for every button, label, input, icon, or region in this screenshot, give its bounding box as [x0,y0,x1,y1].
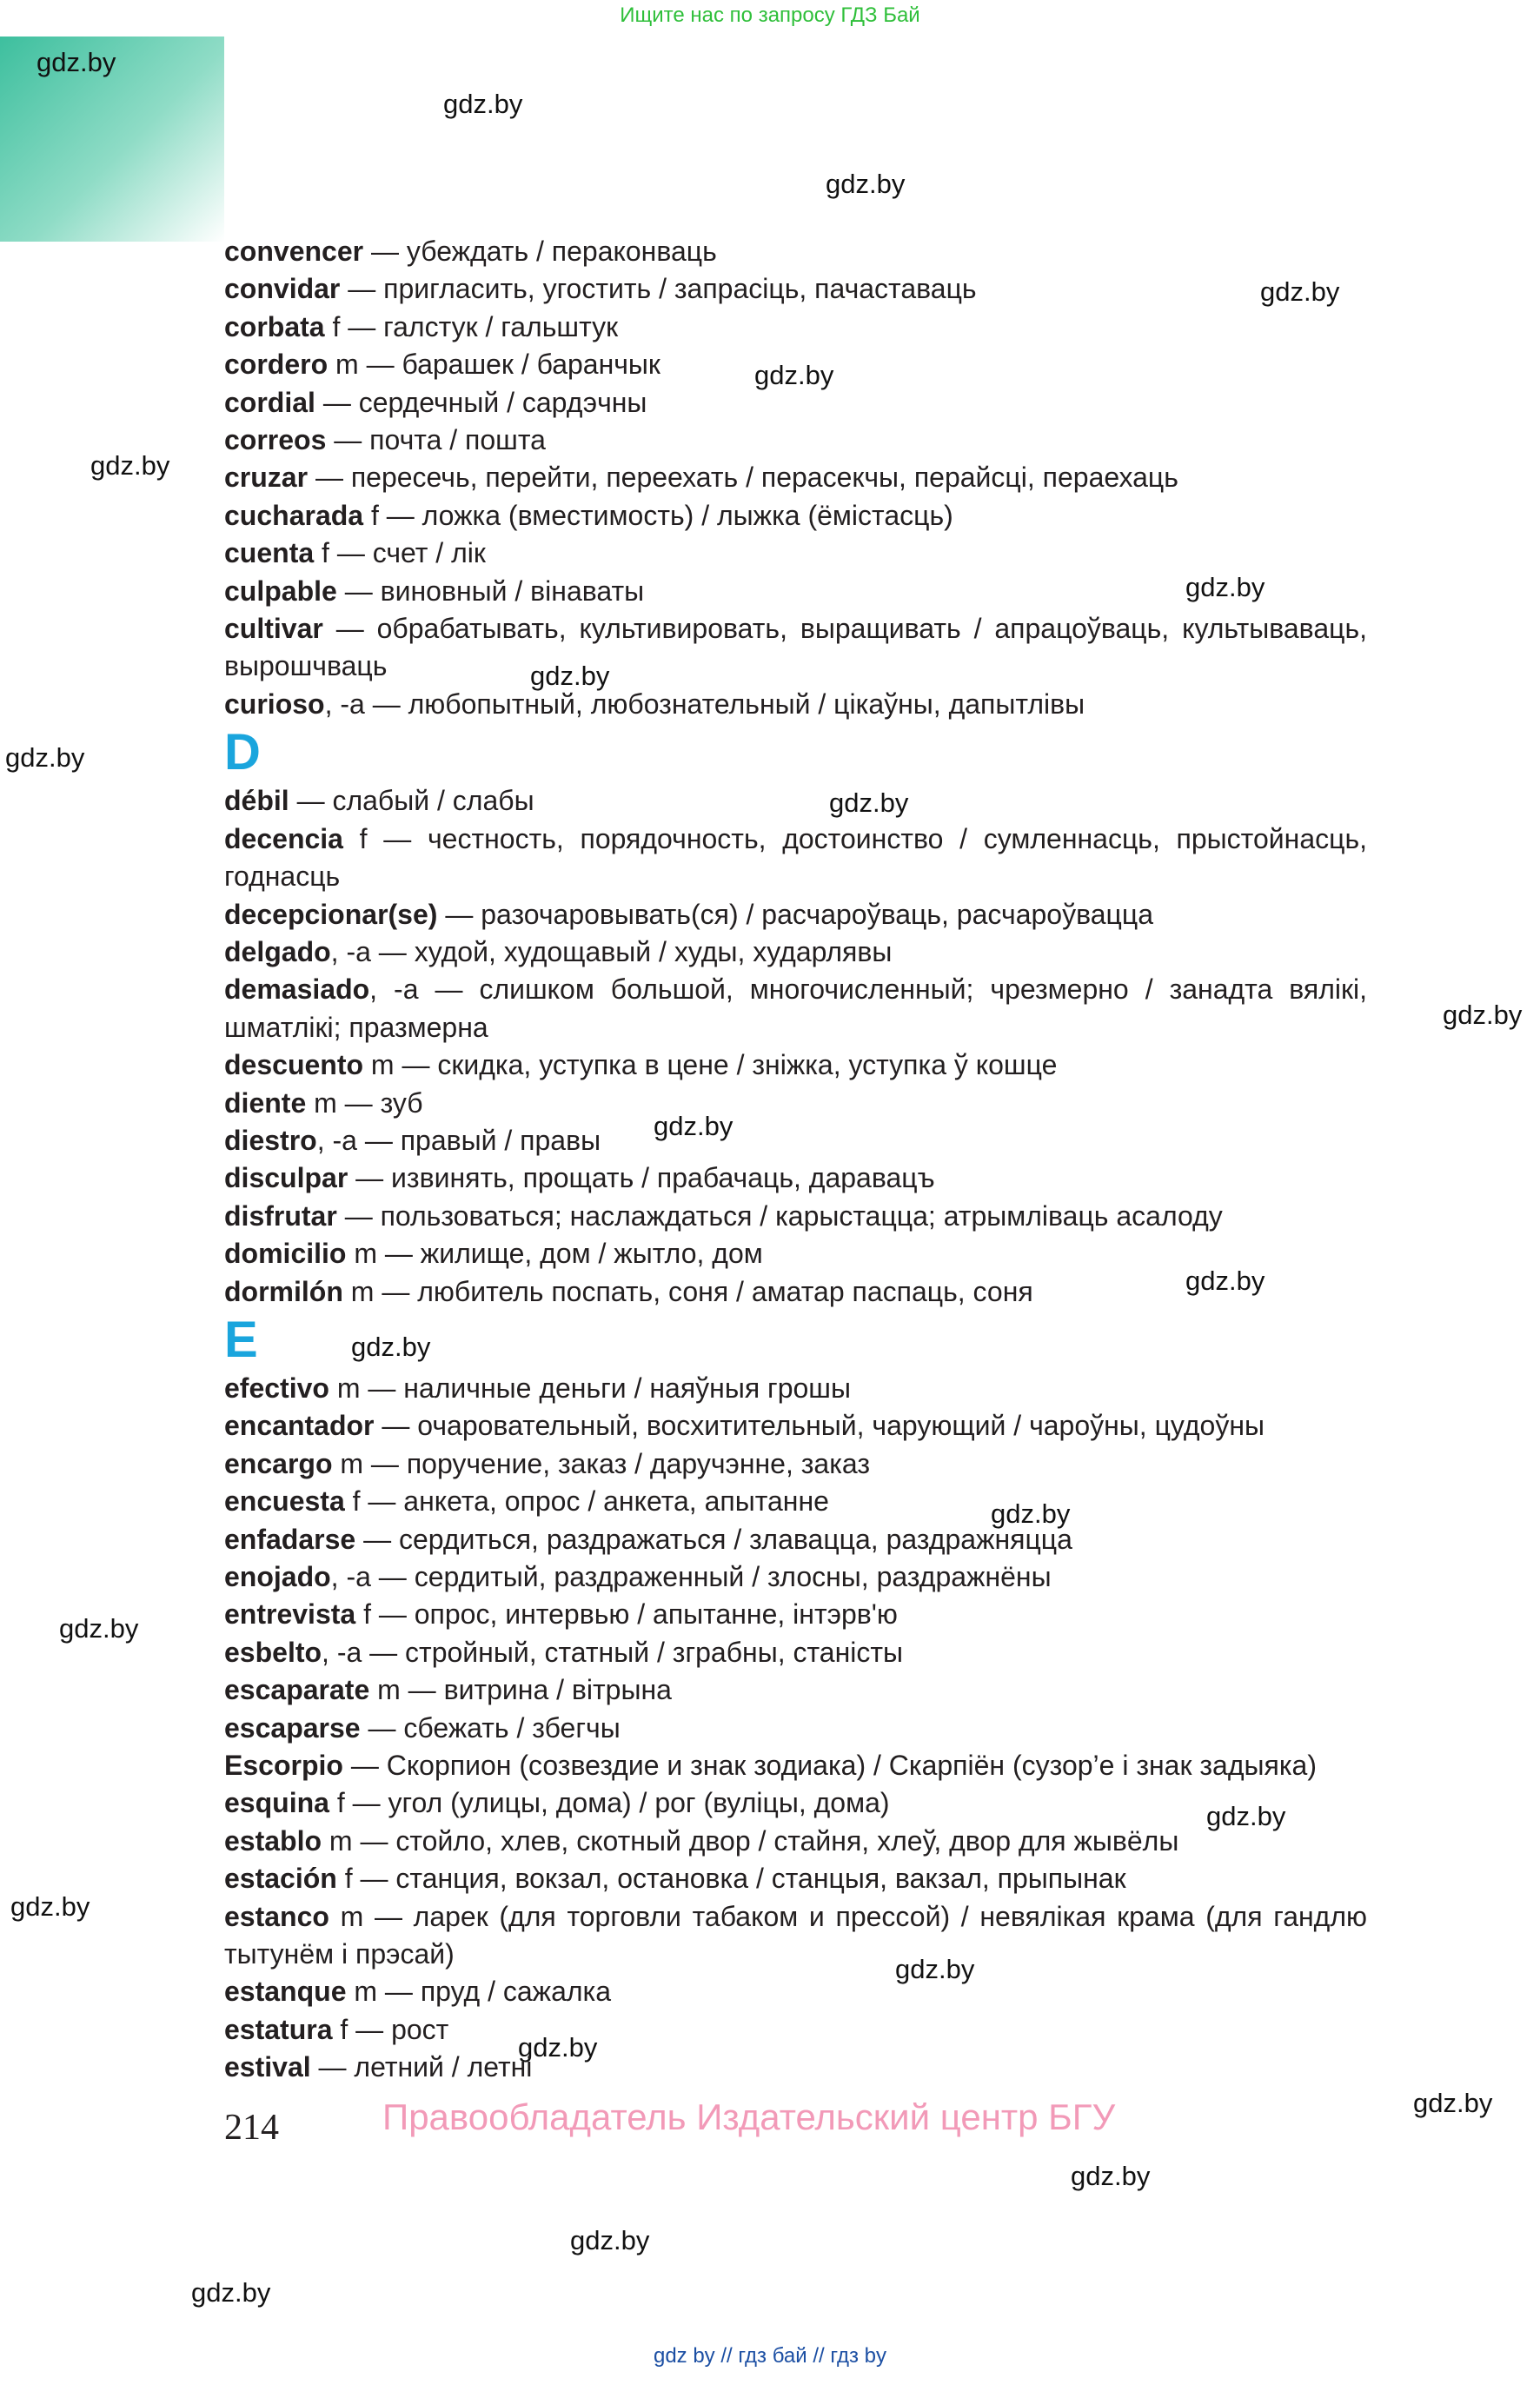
entry-translation: m — наличные деньги / наяўныя грошы [329,1372,851,1404]
entry-headword: débil [224,785,289,817]
dictionary-entry [224,1370,1367,1407]
page-number: 214 [224,2108,279,2148]
dictionary-entry [224,1558,1367,1596]
entry-translation: f — рост [332,2013,449,2045]
watermark: gdz.by [518,2032,598,2063]
entry-headword: cucharada [224,499,364,531]
entry-headword: diestro [224,1124,317,1156]
watermark: gdz.by [1413,2088,1493,2118]
dictionary-entry [224,1860,1367,1897]
dictionary-entry [224,971,1367,1046]
dictionary-entry [224,2011,1367,2049]
entry-headword: correos [224,424,327,456]
watermark: gdz.by [570,2225,650,2255]
entry-headword: convidar [224,273,341,305]
dictionary-entry [224,933,1367,971]
dictionary-entry [224,497,1367,535]
entry-headword: entrevista [224,1598,356,1631]
dictionary-entry [224,820,1367,896]
dictionary-entry [224,1445,1367,1483]
entry-headword: domicilio [224,1238,347,1270]
entry-headword: establo [224,1824,322,1857]
entry-translation: — сбежать / збегчы [360,1711,621,1744]
entry-translation: — Скорпион (созвездие и знак зодиака) / Скарпіён (сузор’е і знак задыяка) [342,1750,1317,1782]
entry-headword: estatura [224,2013,333,2045]
entry-translation: , -a — слишком большой, многочисленный; чрезмерно / занадта вялікі, шматлікі; празмерна [224,973,1367,1043]
entry-translation: — пересечь, перейти, переехать / перасекчы, перайсці, пераехаць [308,462,1178,494]
watermark: gdz.by [5,742,85,773]
entry-headword: estación [224,1863,337,1895]
entry-headword: enfadarse [224,1523,356,1555]
entry-headword: corbata [224,310,325,342]
watermark: gdz.by [826,169,906,199]
entry-translation: f — ложка (вместимость) / лыжка (ёмістасць) [363,499,953,531]
watermark: gdz.by [1185,1266,1265,1296]
entry-headword: cordial [224,386,315,418]
entry-headword: curioso [224,688,325,720]
entry-translation: m — скидка, уступка в цене / зніжка, уступка ў кошце [363,1049,1058,1081]
entry-translation: — обрабатывать, культивировать, выращивать / апрацоўваць, культываваць, вырошчваць [224,613,1367,682]
entry-headword: disfrutar [224,1199,337,1232]
entry-translation: f — счет / лік [314,537,486,569]
entry-group-e [224,1370,1367,2087]
dictionary-entry [224,1198,1367,1235]
entry-translation: f — честность, порядочность, достоинство / сумленнасць, прыстойнасць, годнасць [224,822,1367,893]
entry-translation: f — станция, вокзал, остановка / станцыя, вакзал, прыпынак [336,1863,1126,1895]
entry-headword: cruzar [224,462,309,494]
dictionary-entry [224,1085,1367,1122]
footer-links[interactable]: gdz by // гдз бай // гдз by [653,2344,887,2368]
entry-translation: , -a — правый / правы [316,1124,601,1156]
dictionary-entry [224,309,1367,346]
dictionary-entry [224,1046,1367,1084]
dictionary-entry [224,1596,1367,1633]
entry-headword: dormilón [224,1275,343,1307]
entry-headword: encantador [224,1410,375,1442]
dictionary-entry [224,782,1367,820]
entry-translation: — летний / летні [310,2051,533,2083]
dictionary-entry [224,1483,1367,1520]
entry-headword: efectivo [224,1372,329,1404]
entry-headword: diente [224,1086,307,1119]
dictionary-entry [224,610,1367,686]
entry-translation: m — барашек / баранчык [328,349,660,381]
entry-translation: m — пруд / сажалка [346,1976,612,2008]
dictionary-entry [224,422,1367,459]
entry-translation: — пригласить, угостить / запрасіць, пачаставаць [340,273,977,305]
watermark: gdz.by [37,47,116,77]
dictionary-entry [224,384,1367,422]
watermark: gdz.by [1071,2161,1151,2191]
entry-translation: f — анкета, опрос / анкета, апытанне [344,1485,829,1518]
entry-translation: — очаровательный, восхитительный, чарующий / чароўны, цудоўны [374,1410,1265,1442]
entry-headword: disculpar [224,1162,348,1194]
entry-translation: — пользоваться; наслаждаться / карыстацца; атрымліваць асалоду [336,1199,1223,1232]
entry-headword: esbelto [224,1636,322,1668]
dictionary-entry [224,2049,1367,2086]
entry-translation: — сердиться, раздражаться / злавацца, раздражняцца [355,1523,1072,1555]
watermark: gdz.by [1206,1801,1286,1831]
watermark: gdz.by [1260,276,1340,307]
dictionary-entry [224,346,1367,383]
dictionary-entry [224,573,1367,610]
watermark: gdz.by [654,1111,733,1141]
entry-headword: cuenta [224,537,315,569]
dictionary-entry [224,233,1367,270]
entry-headword: esquina [224,1787,329,1819]
watermark: gdz.by [530,661,610,691]
entry-headword: enojado [224,1561,331,1592]
watermark: gdz.by [829,787,909,818]
entry-headword: descuento [224,1049,364,1081]
watermark: gdz.by [1443,1000,1523,1030]
letter-heading-e: E [224,1311,258,1368]
entry-headword: convencer [224,236,364,267]
dictionary-entry [224,1634,1367,1671]
entry-translation: m — жилище, дом / жытло, дом [346,1238,763,1270]
dictionary-entry [224,1747,1367,1784]
entry-translation: , -a — любопытный, любознательный / цікаўны, дапытлівы [324,688,1085,720]
entry-headword: demasiado [224,973,370,1006]
entry-headword: encuesta [224,1485,345,1518]
watermark: gdz.by [10,1891,90,1922]
dictionary-entry [224,1521,1367,1558]
entry-translation: — почта / пошта [326,424,546,456]
dictionary-entry [224,1235,1367,1272]
entry-translation: m — стойло, хлев, скотный двор / стайня, хлеў, двор для жывёлы [322,1824,1179,1857]
entry-translation: — виновный / вінаваты [336,575,645,607]
entry-translation: — извинять, прощать / прабачаць, даравацъ [348,1162,935,1194]
entry-translation: , -a — сердитый, раздраженный / злосны, раздражнёны [330,1561,1052,1592]
watermark: gdz.by [895,1954,975,1984]
watermark: gdz.by [443,89,523,119]
top-banner[interactable]: Ищите нас по запросу ГДЗ Бай [620,3,920,27]
entry-headword: cordero [224,349,329,381]
dictionary-entry [224,1823,1367,1860]
dictionary-entry [224,1407,1367,1445]
letter-heading-d: D [224,724,261,781]
entry-translation: m — витрина / вітрына [369,1674,672,1706]
entry-headword: delgado [224,935,331,967]
entry-translation: — убеждать / пераконваць [363,236,717,267]
entry-group-c [224,233,1367,723]
entry-headword: escaparate [224,1674,370,1706]
entry-headword: encargo [224,1447,333,1479]
entry-headword: Escorpio [224,1750,343,1782]
dictionary-entry [224,1273,1367,1311]
dictionary-entry [224,1122,1367,1159]
entry-translation: f — угол (улицы, дома) / рог (вуліцы, дома) [329,1787,890,1819]
watermark: gdz.by [991,1498,1071,1529]
dictionary-entry [224,1159,1367,1197]
entry-group-d [224,782,1367,1311]
watermark: gdz.by [90,450,170,481]
entry-translation: m — ларек (для торговли табаком и прессой) / невялікая крама (для гандлю тытунём і прэсай) [224,1900,1367,1970]
entry-headword: culpable [224,575,337,607]
watermark: gdz.by [754,360,834,390]
dictionary-entry [224,686,1367,723]
watermark: gdz.by [191,2277,271,2308]
dictionary-entry [224,1784,1367,1822]
entry-translation: — разочаровывать(ся) / расчароўваць, расчароўвацца [437,898,1153,930]
dictionary-entry [224,1898,1367,1974]
dictionary-entry [224,459,1367,496]
entry-translation: f — опрос, интервью / апытанне, інтэрв'ю [355,1598,898,1631]
entry-translation: m — зуб [306,1086,423,1119]
entry-headword: escaparse [224,1711,361,1744]
dictionary-entry [224,535,1367,572]
entry-headword: decencia [224,822,343,854]
entry-translation: — слабый / слабы [289,785,534,817]
entry-headword: cultivar [224,613,323,645]
entry-translation: , -a — худой, худощавый / худы, хударлявы [330,935,893,967]
dictionary-entry [224,896,1367,933]
dictionary-entry [224,270,1367,308]
dictionary-entry [224,1710,1367,1747]
dictionary-entries [224,233,1367,2087]
entry-translation: — сердечный / сардэчны [315,386,647,418]
entry-translation: , -a — стройный, статный / зграбны, станісты [322,1636,904,1668]
entry-headword: decepcionar(se) [224,898,438,930]
watermark: gdz.by [59,1613,139,1644]
watermark: gdz.by [1185,572,1265,602]
dictionary-entry [224,1973,1367,2010]
entry-translation: f — галстук / гальштук [324,310,619,342]
entry-headword: estanco [224,1900,329,1932]
entry-translation: m — поручение, заказ / даручэнне, заказ [332,1447,871,1479]
entry-headword: estival [224,2051,311,2083]
entry-translation: m — любитель поспать, соня / аматар паспаць, соня [342,1275,1033,1307]
dictionary-entry [224,1671,1367,1709]
watermark: gdz.by [351,1332,431,1362]
rights-holder: Правообладатель Издательский центр БГУ [382,2096,1116,2137]
entry-headword: estanque [224,1976,347,2008]
